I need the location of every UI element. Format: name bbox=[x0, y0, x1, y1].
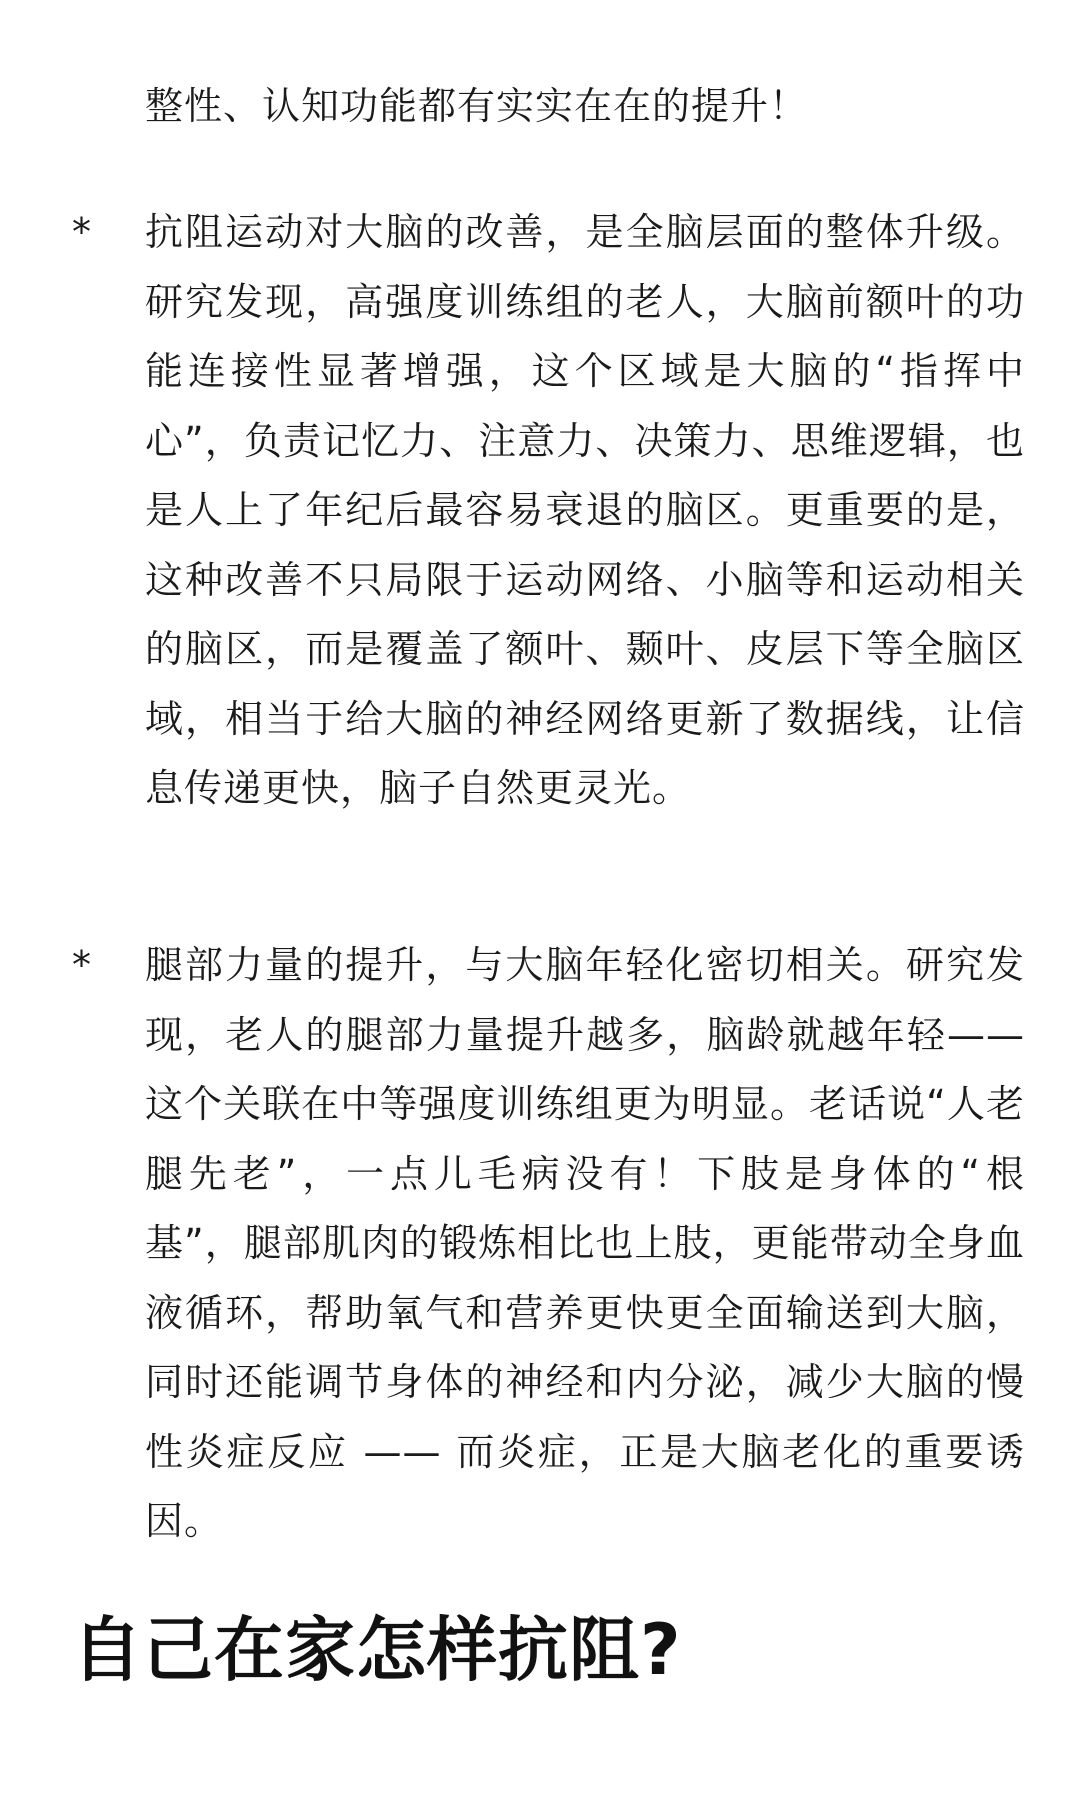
bullet-marker-1: * bbox=[72, 210, 91, 254]
intro-paragraph-fragment: 整性、认知功能都有实实在在的提升！ bbox=[145, 84, 809, 128]
bullet-paragraph-brain-improvement: 抗阻运动对大脑的改善，是全脑层面的整体升级。研究发现，高强度训练组的老人，大脑前额叶的功能连接性显著增强，这个区域是大脑的“指挥中心”，负责记忆力、注意力、决策力、思维逻辑，也是人上了年纪后最容易衰退的脑区。更重要的是，这种改善不只局限于运动网络、小脑等和运动相关的脑区，而是覆盖了额叶、颞叶、皮层下等全脑区域，相当于给大脑的神经网络更新了数据线，让信息传递更快，脑子自然更灵光。 bbox=[145, 210, 1025, 810]
bullet-marker-2: * bbox=[72, 943, 91, 987]
bullet-paragraph-leg-strength: 腿部力量的提升，与大脑年轻化密切相关。研究发现，老人的腿部力量提升越多，脑龄就越年轻——这个关联在中等强度训练组更为明显。老话说“人老腿先老”，一点儿毛病没有！下肢是身体的“根基”，腿部肌肉的锻炼相比也上肢，更能带动全身血液循环，帮助氧气和营养更快更全面输送到大脑，同时还能调节身体的神经和内分泌，减少大脑的慢性炎症反应 —— 而炎症，正是大脑老化的重要诱因。 bbox=[145, 943, 1025, 1543]
section-heading: 自己在家怎样抗阻? bbox=[72, 1609, 682, 1691]
